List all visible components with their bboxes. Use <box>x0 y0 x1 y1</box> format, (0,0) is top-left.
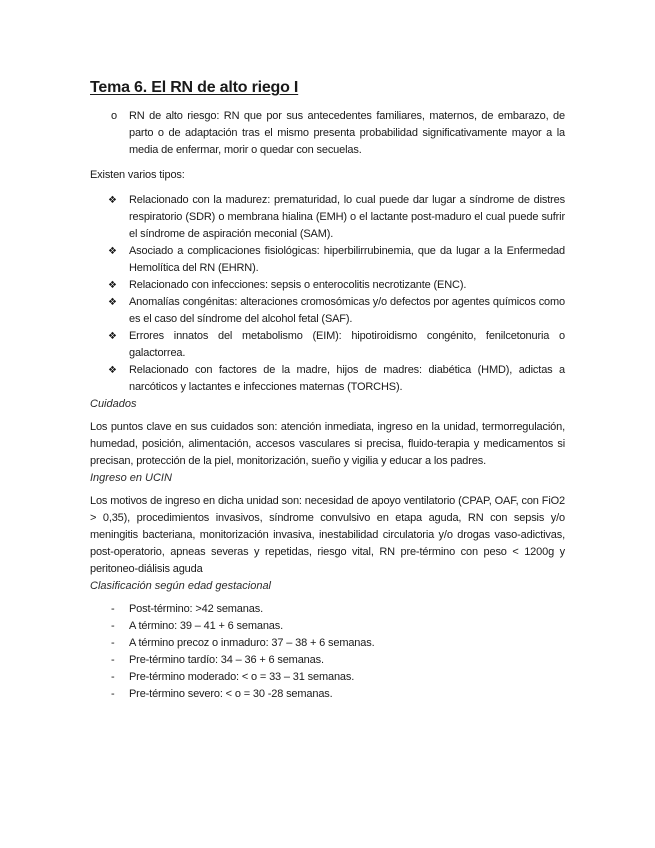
diamond-bullet-icon: ❖ <box>108 365 117 376</box>
list-item: - Post-término: >42 semanas. <box>90 601 565 618</box>
dash-bullet-icon: - <box>111 671 115 683</box>
list-item: - Pre-término severo: < o = 30 -28 semanas. <box>90 686 565 703</box>
section-heading-ucin: Ingreso en UCIN <box>90 472 172 484</box>
circle-bullet-icon: o <box>111 110 117 122</box>
types-list <box>90 192 565 396</box>
types-intro: Existen varios tipos: <box>90 169 185 181</box>
list-item: ❖ Relacionado con la madurez: prematuridad, lo cual puede dar lugar a síndrome de distres respiratorio (SDR) o membrana hialina (EMH) o el lactante post-maduro el cual puede sufrir el síndrome de aspiración meconial (SAM). <box>108 194 565 240</box>
dash-bullet-icon: - <box>111 620 115 632</box>
list-item: - Pre-término tardío: 34 – 36 + 6 semanas. <box>90 652 565 669</box>
diamond-bullet-icon: ❖ <box>108 331 117 342</box>
dash-bullet-icon: - <box>111 688 115 700</box>
list-item: ❖ Anomalías congénitas: alteraciones cromosómicas y/o defectos por agentes químicos como es el caso del síndrome del alcohol fetal (SAF). <box>108 296 565 325</box>
diamond-bullet-icon: ❖ <box>108 195 117 206</box>
diamond-bullet-icon: ❖ <box>108 280 117 291</box>
dash-bullet-icon: - <box>111 603 115 615</box>
list-item: ❖ Relacionado con infecciones: sepsis o enterocolitis necrotizante (ENC). <box>90 277 565 294</box>
dash-bullet-icon: - <box>111 654 115 666</box>
list-item: ❖ Asociado a complicaciones fisiológicas: hiperbilirrubinemia, que da lugar a la Enfermedad Hemolítica del RN (EHRN). <box>108 245 565 274</box>
intro-text: RN de alto riesgo: RN que por sus antecedentes familiares, maternos, de embarazo, de parto o de adaptación tras el mismo presenta probabilidad significativamente mayor a la media de enfermar, morir o quedar con secuelas. <box>129 110 565 156</box>
page-title: Tema 6. El RN de alto riego I <box>90 79 299 96</box>
list-item: - A término precoz o inmaduro: 37 – 38 + 6 semanas. <box>90 635 565 652</box>
intro-list <box>90 108 565 159</box>
list-item <box>90 108 565 159</box>
list-item: ❖ Errores innatos del metabolismo (EIM): hipotiroidismo congénito, fenilcetonuria o galactorrea. <box>108 330 565 359</box>
clasificacion-list <box>90 601 565 703</box>
list-item: ❖ Relacionado con factores de la madre, hijos de madres: diabética (HMD), adictas a narcóticos y lactantes e infecciones maternas (TORCHS). <box>108 364 565 393</box>
cuidados-text: Los puntos clave en sus cuidados son: atención inmediata, ingreso en la unidad, termorregulación, humedad, posición, alimentación, accesos vasculares si precisa, fluido-terapia y medicamentos si precisan, protección de la piel, monitorización, sueño y vigilia y educar a los padres. <box>90 421 565 467</box>
dash-bullet-icon: - <box>111 637 115 649</box>
list-item: - Pre-término moderado: < o = 33 – 31 semanas. <box>90 669 565 686</box>
section-heading-cuidados: Cuidados <box>90 398 137 410</box>
diamond-bullet-icon: ❖ <box>108 246 117 257</box>
diamond-bullet-icon: ❖ <box>108 297 117 308</box>
ucin-text: Los motivos de ingreso en dicha unidad son: necesidad de apoyo ventilatorio (CPAP, OAF, con FiO2 > 0,35), procedimientos invasivos, síndrome convulsivo en etapa aguda, RN con sepsis y/o meningitis bacteriana, monitorización invasiva, inestabilidad circulatoria y/o drogas vaso-adictivas, post-operatorio, apneas severas y repetidas, riesgo vital, RN pre-término con peso < 1200g y peritoneo-diálisis aguda <box>90 495 565 575</box>
document-page <box>90 78 565 703</box>
section-heading-clasificacion: Clasificación según edad gestacional <box>90 580 272 592</box>
list-item: - A término: 39 – 41 + 6 semanas. <box>90 618 565 635</box>
